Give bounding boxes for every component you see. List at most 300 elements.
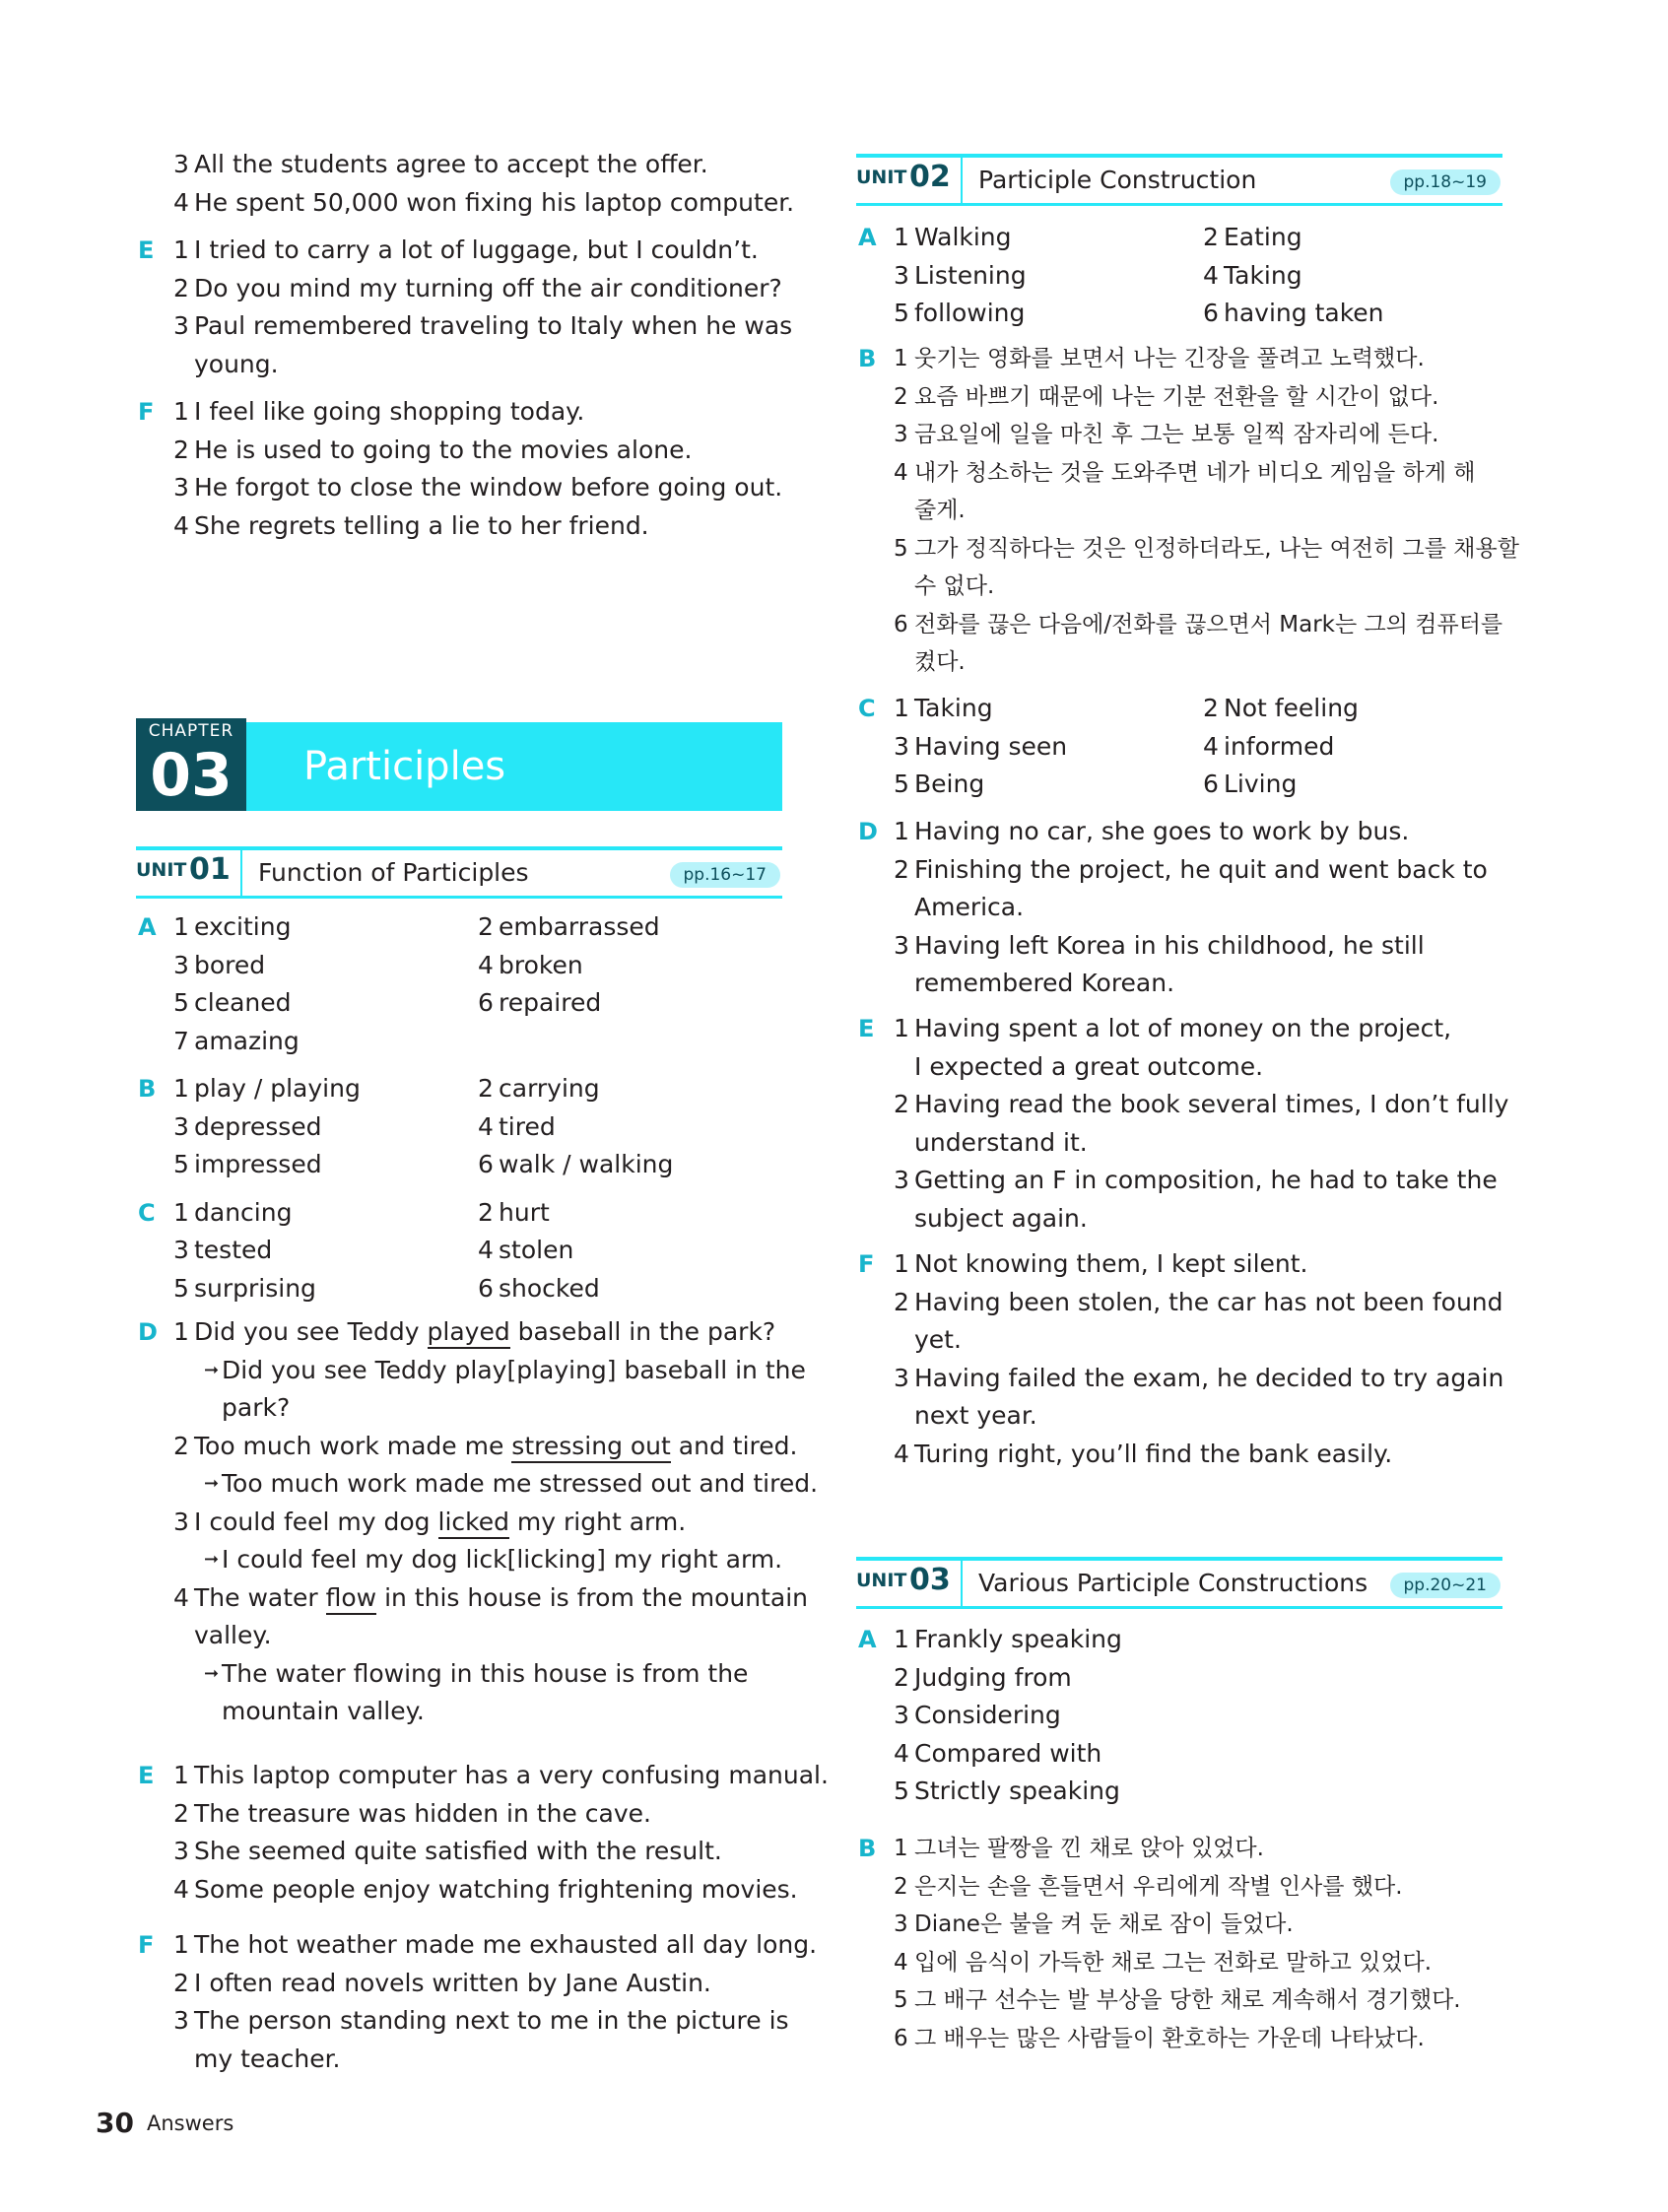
sentence-after: my right arm. xyxy=(508,1507,687,1536)
section-letter: B xyxy=(858,1835,877,1862)
item-text: Living xyxy=(1224,770,1298,798)
item-text: I feel like going shopping today. xyxy=(194,397,585,426)
answer-section xyxy=(856,813,1502,1003)
unit01-grid-answers xyxy=(136,908,786,1317)
item-text: 은지는 손을 흔들면서 우리에게 작별 인사를 했다. xyxy=(914,1873,1403,1900)
item-number: 6 xyxy=(478,1150,494,1178)
corrected-sentence xyxy=(136,1655,786,1694)
unit-number: 03 xyxy=(909,1563,951,1597)
answer-section xyxy=(136,1757,829,1909)
answer-item xyxy=(856,1010,1502,1048)
corrected-sentence-continued xyxy=(136,1693,786,1731)
item-number: 3 xyxy=(173,150,189,178)
answer-item xyxy=(136,393,786,432)
grid-row xyxy=(136,947,786,985)
sentence-before: The water xyxy=(194,1582,326,1612)
unit02-section-d xyxy=(856,813,1502,1003)
item-text: She seemed quite satisfied with the result. xyxy=(194,1837,722,1865)
item-text: following xyxy=(914,299,1026,327)
answer-item xyxy=(856,1697,1502,1735)
answer-item xyxy=(856,530,1519,569)
item-text: broken xyxy=(499,950,583,979)
section-letter: C xyxy=(858,695,876,722)
original-sentence xyxy=(194,1313,775,1352)
answer-item xyxy=(856,454,1502,493)
item-text: shocked xyxy=(499,1273,600,1303)
chapter-banner xyxy=(136,718,782,811)
item-number: 3 xyxy=(173,2006,189,2035)
item-text: 그 배우는 많은 사람들이 환호하는 가운데 나타났다. xyxy=(914,2025,1425,2051)
item-number: 2 xyxy=(173,1968,189,1997)
answer-section xyxy=(856,340,1519,682)
answer-section xyxy=(856,1010,1509,1238)
item-text: cleaned xyxy=(194,988,292,1017)
answer-item xyxy=(856,340,1502,378)
item-text-continued: young. xyxy=(194,349,279,378)
answer-item xyxy=(136,1833,786,1871)
original-sentence xyxy=(194,1579,808,1618)
unit01-section-f xyxy=(136,1926,818,2078)
item-text: Not feeling xyxy=(1224,694,1359,722)
item-text: Finishing the project, he quit and went back to xyxy=(914,854,1488,884)
item-text: She regrets telling a lie to her friend. xyxy=(194,510,649,540)
original-sentence xyxy=(194,1504,686,1542)
item-text: Do you mind my turning off the air conditioner? xyxy=(194,273,782,302)
item-number: 1 xyxy=(894,1836,908,1861)
item-number: 2 xyxy=(894,1287,909,1316)
answer-item xyxy=(136,1926,818,1965)
item-number: 1 xyxy=(173,912,189,941)
item-number: 4 xyxy=(894,1738,909,1768)
item-number: 4 xyxy=(478,1111,494,1141)
underlined-error: licked xyxy=(438,1508,509,1539)
sentence-after: and tired. xyxy=(670,1431,798,1460)
original-sentence xyxy=(194,1428,797,1466)
item-number: 3 xyxy=(894,260,909,290)
item-text: bored xyxy=(194,950,266,979)
item-number: 2 xyxy=(478,912,494,941)
unit02-section-e xyxy=(856,1010,1509,1238)
answer-item xyxy=(136,270,786,308)
unit-number: 01 xyxy=(189,852,231,887)
answer-grid xyxy=(856,690,1502,804)
answer-item xyxy=(856,1944,1502,1982)
grid-row xyxy=(856,690,1502,728)
unit-word: UNIT xyxy=(856,1570,907,1591)
answer-item xyxy=(136,1871,798,1910)
unit-title: Various Participle Constructions xyxy=(978,1569,1368,1597)
item-number: 5 xyxy=(894,299,909,327)
item-number: 1 xyxy=(894,817,909,845)
item-text: 요즘 바쁘기 때문에 나는 기분 전환을 할 시간이 없다. xyxy=(914,383,1439,410)
item-number: 2 xyxy=(478,1197,494,1227)
item-number: 3 xyxy=(173,1837,189,1865)
item-text: Compared with xyxy=(914,1738,1102,1768)
chapter-label: CHAPTER xyxy=(148,721,234,741)
item-text: Having failed the exam, he decided to try again xyxy=(914,1363,1504,1392)
sentence-before: I could feel my dog xyxy=(194,1507,438,1536)
grid-row xyxy=(136,908,786,947)
item-number: 6 xyxy=(1203,770,1219,798)
unit02-section-a xyxy=(856,219,1502,333)
item-text: Strictly speaking xyxy=(914,1776,1120,1805)
item-text-continued: 켰다. xyxy=(914,649,966,675)
item-number: 3 xyxy=(894,1363,909,1392)
item-text: Having read the book several times, I don’t fully xyxy=(914,1090,1509,1118)
answer-item xyxy=(856,1162,1502,1200)
item-number: 1 xyxy=(894,1625,909,1653)
item-text-continued: 줄게. xyxy=(914,498,966,523)
unit01-section-e xyxy=(136,1757,829,1909)
section-letter: C xyxy=(138,1198,156,1227)
item-number: 4 xyxy=(1203,260,1219,290)
item-number: 3 xyxy=(894,731,909,761)
unit-title: Function of Participles xyxy=(258,858,529,887)
item-number: 3 xyxy=(173,1507,189,1536)
item-text-continued: understand it. xyxy=(914,1127,1088,1157)
item-text: He is used to going to the movies alone. xyxy=(194,435,693,464)
answer-item xyxy=(856,1981,1502,2020)
section-letter: E xyxy=(138,236,155,264)
arrow-icon: ➞ xyxy=(204,1549,220,1570)
item-text: repaired xyxy=(499,988,602,1017)
answer-item xyxy=(136,184,795,223)
answer-item xyxy=(856,1906,1502,1944)
grid-row xyxy=(856,257,1502,296)
item-text: tested xyxy=(194,1236,273,1264)
answer-item xyxy=(856,1245,1502,1284)
unit-divider xyxy=(961,158,963,203)
unit02-section-b xyxy=(856,340,1519,682)
grid-row xyxy=(856,219,1502,257)
item-text: Having left Korea in his childhood, he still xyxy=(914,930,1425,960)
answer-item xyxy=(136,1757,829,1795)
item-number: 2 xyxy=(894,1090,909,1118)
unit-pages-badge: pp.18~19 xyxy=(1390,169,1501,195)
item-text: The hot weather made me exhausted all day long. xyxy=(194,1930,818,1959)
item-number: 6 xyxy=(1203,299,1219,327)
item-number: 3 xyxy=(173,1111,189,1141)
answer-section xyxy=(136,1313,819,1731)
item-text: 전화를 끊은 다음에/전화를 끊으면서 Mark는 그의 컴퓨터를 xyxy=(914,611,1503,637)
answer-item xyxy=(136,432,786,470)
chapter-number-box xyxy=(136,718,246,811)
item-number: 1 xyxy=(173,1197,189,1227)
item-text: hurt xyxy=(499,1197,550,1227)
page-number: 30 xyxy=(96,2107,134,2139)
item-number: 1 xyxy=(173,1317,189,1346)
item-text: exciting xyxy=(194,912,292,941)
answer-item xyxy=(856,927,1502,966)
answer-item xyxy=(856,1659,1502,1698)
answer-grid xyxy=(856,219,1502,333)
answer-section xyxy=(136,146,795,222)
sentence-after: in this house is from the mountain xyxy=(376,1582,808,1612)
item-text-continued: my teacher. xyxy=(194,2044,341,2073)
unit-word: UNIT xyxy=(856,167,907,188)
item-number: 2 xyxy=(1203,694,1219,722)
correction-item xyxy=(136,1579,808,1618)
left-top-answers xyxy=(136,146,795,555)
answer-item xyxy=(856,1436,1502,1474)
answer-item xyxy=(856,1086,1509,1124)
section-letter: D xyxy=(138,1318,158,1346)
item-number: 3 xyxy=(894,930,909,960)
item-text: Listening xyxy=(914,260,1027,290)
sentence-continued: valley. xyxy=(194,1621,272,1649)
item-text-continued: I expected a great outcome. xyxy=(914,1051,1264,1081)
item-text: stolen xyxy=(499,1236,574,1264)
item-text: Having spent a lot of money on the project, xyxy=(914,1014,1452,1042)
answer-item xyxy=(856,1830,1502,1868)
answer-item xyxy=(856,1284,1502,1322)
grid-row xyxy=(136,1023,786,1061)
item-number: 2 xyxy=(173,1431,189,1460)
answer-item-continued xyxy=(856,1321,1502,1360)
answer-item xyxy=(856,2020,1502,2058)
item-number: 4 xyxy=(478,1236,494,1264)
section-letter: A xyxy=(858,224,877,251)
item-text: 그 배구 선수는 발 부상을 당한 채로 계속해서 경기했다. xyxy=(914,1987,1461,2013)
unit02-section-f xyxy=(856,1245,1502,1473)
item-text-continued: America. xyxy=(914,893,1025,921)
item-text: 그가 정직하다는 것은 인정하더라도, 나는 여전히 그를 채용할 xyxy=(914,535,1519,562)
item-number: 6 xyxy=(894,611,908,637)
section-letter: A xyxy=(858,1626,877,1653)
item-text: This laptop computer has a very confusing manual. xyxy=(194,1761,829,1789)
item-text: Diane은 불을 켜 둔 채로 잠이 들었다. xyxy=(914,1911,1294,1937)
item-number: 1 xyxy=(173,235,189,264)
item-text: play / playing xyxy=(194,1074,361,1103)
corrected-sentence-continued xyxy=(136,1389,786,1428)
grid-row xyxy=(856,728,1502,767)
answer-item-continued xyxy=(856,568,1502,606)
answer-item xyxy=(856,1868,1502,1907)
underlined-error: flow xyxy=(326,1583,377,1615)
answer-item xyxy=(856,813,1502,851)
item-number: 4 xyxy=(173,187,189,217)
underlined-error: played xyxy=(428,1317,510,1349)
item-text-continued: remembered Korean. xyxy=(914,969,1175,997)
item-text: Getting an F in composition, he had to take the xyxy=(914,1166,1498,1194)
item-number: 4 xyxy=(894,1439,909,1468)
item-number: 1 xyxy=(894,223,909,251)
section-letter: B xyxy=(858,345,877,372)
item-text-continued: subject again. xyxy=(914,1203,1088,1233)
answer-item xyxy=(856,851,1502,890)
item-number: 3 xyxy=(173,473,189,502)
unit-pages-badge: pp.16~17 xyxy=(670,862,781,888)
item-number: 2 xyxy=(894,1662,909,1692)
item-text: Considering xyxy=(914,1701,1061,1729)
unit-word: UNIT xyxy=(136,859,187,881)
unit-pages-badge: pp.20~21 xyxy=(1390,1573,1501,1598)
item-number: 2 xyxy=(894,383,908,410)
section-letter: F xyxy=(138,398,155,426)
correction-item xyxy=(136,1504,786,1542)
answer-grid xyxy=(136,908,786,1060)
answer-item xyxy=(856,1735,1502,1774)
corrected-sentence xyxy=(136,1541,786,1579)
item-number: 4 xyxy=(173,510,189,540)
item-number: 3 xyxy=(894,1166,909,1194)
grid-row xyxy=(856,766,1502,804)
item-number: 6 xyxy=(894,2025,908,2051)
item-text: 웃기는 영화를 보면서 나는 긴장을 풀려고 노력했다. xyxy=(914,346,1425,371)
arrow-icon: ➞ xyxy=(204,1662,220,1684)
section-letter: E xyxy=(138,1762,155,1789)
grid-row xyxy=(136,1270,786,1308)
answer-item-continued xyxy=(856,1397,1502,1436)
item-text: Having seen xyxy=(914,731,1068,761)
item-text: 금요일에 일을 마친 후 그는 보통 일찍 잠자리에 든다. xyxy=(914,422,1439,447)
answer-item-continued xyxy=(856,643,1502,682)
item-number: 1 xyxy=(173,1074,189,1103)
item-text: Walking xyxy=(914,223,1012,251)
section-letter: F xyxy=(138,1931,155,1959)
item-number: 3 xyxy=(173,1236,189,1264)
answer-item-continued xyxy=(856,1048,1502,1087)
answer-item xyxy=(136,2002,789,2041)
answer-section xyxy=(856,1621,1502,1811)
answer-item xyxy=(136,146,786,184)
item-text: 내가 청소하는 것을 도와주면 네가 비디오 게임을 하게 해 xyxy=(914,459,1476,486)
item-text: Frankly speaking xyxy=(914,1625,1122,1653)
item-number: 6 xyxy=(478,1273,494,1303)
grid-row xyxy=(136,1070,786,1108)
answer-item xyxy=(136,469,786,507)
answer-item xyxy=(856,378,1502,417)
item-text: The treasure was hidden in the cave. xyxy=(194,1798,651,1828)
footer-label: Answers xyxy=(147,2111,234,2135)
item-number: 4 xyxy=(894,1949,908,1976)
correction-item-continued xyxy=(136,1617,786,1655)
answer-item xyxy=(856,1773,1502,1811)
answer-item xyxy=(856,1360,1502,1398)
answer-grid xyxy=(136,1070,786,1184)
item-number: 2 xyxy=(173,435,189,464)
answer-item xyxy=(136,507,786,546)
answer-item-continued xyxy=(136,346,786,384)
item-text: Turing right, you’ll find the bank easily. xyxy=(914,1439,1393,1468)
item-number: 3 xyxy=(894,1911,908,1937)
grid-row xyxy=(136,1108,786,1147)
grid-row xyxy=(136,1146,786,1184)
correction-item xyxy=(136,1428,798,1466)
answer-section xyxy=(856,1245,1502,1473)
item-number: 1 xyxy=(894,346,908,371)
unit-title: Participle Construction xyxy=(978,166,1257,194)
answer-item xyxy=(856,1621,1502,1659)
corrected-text-continued: park? xyxy=(222,1393,291,1422)
item-text: embarrassed xyxy=(499,912,660,941)
unit02-header xyxy=(856,154,1502,206)
corrected-sentence xyxy=(136,1352,806,1390)
item-text: Taking xyxy=(1224,260,1302,290)
correction-item xyxy=(136,1313,786,1352)
corrected-text-continued: mountain valley. xyxy=(222,1697,425,1725)
item-text: I tried to carry a lot of luggage, but I couldn’t. xyxy=(194,235,759,264)
item-number: 2 xyxy=(173,273,189,302)
section-letter: F xyxy=(858,1250,875,1278)
item-number: 3 xyxy=(173,311,189,340)
section-letter: D xyxy=(858,818,878,845)
corrected-text: Did you see Teddy play[playing] baseball in the xyxy=(222,1355,806,1384)
corrected-sentence xyxy=(136,1465,819,1504)
item-number: 7 xyxy=(173,1026,189,1055)
item-number: 5 xyxy=(173,988,189,1017)
item-text: having taken xyxy=(1224,299,1384,327)
unit01-section-d xyxy=(136,1313,819,1731)
item-number: 4 xyxy=(478,950,494,979)
item-number: 3 xyxy=(894,1701,909,1729)
item-number: 1 xyxy=(173,1930,189,1959)
item-number: 2 xyxy=(478,1074,494,1103)
underlined-error: stressing out xyxy=(511,1432,671,1463)
answer-item-continued xyxy=(856,492,1502,530)
answer-item xyxy=(136,307,793,346)
item-number: 2 xyxy=(894,854,909,884)
answer-item-continued xyxy=(856,1124,1502,1163)
item-number: 5 xyxy=(894,1776,909,1805)
answer-section xyxy=(136,393,786,545)
item-number: 2 xyxy=(1203,223,1219,251)
item-text: depressed xyxy=(194,1111,322,1141)
item-text-continued: 수 없다. xyxy=(914,573,995,599)
item-text: dancing xyxy=(194,1197,293,1227)
item-text: He spent 50,000 won fixing his laptop computer. xyxy=(194,187,795,217)
answer-item-continued xyxy=(856,889,1502,927)
item-number: 5 xyxy=(173,1273,189,1303)
answer-section xyxy=(136,1926,818,2078)
item-text: Not knowing them, I kept silent. xyxy=(914,1249,1308,1278)
section-letter: A xyxy=(138,913,157,941)
unit02-section-c xyxy=(856,690,1502,804)
answer-item-continued xyxy=(136,2041,786,2079)
unit03-section-b xyxy=(856,1830,1502,2057)
item-text: I often read novels written by Jane Austin. xyxy=(194,1968,711,1997)
sentence-before: Too much work made me xyxy=(194,1431,512,1460)
grid-row xyxy=(136,1232,786,1270)
item-number: 4 xyxy=(173,1874,189,1904)
item-number: 2 xyxy=(894,1873,908,1900)
unit-number: 02 xyxy=(909,160,951,194)
item-text: walk / walking xyxy=(499,1150,674,1178)
item-number: 3 xyxy=(894,422,908,447)
item-number: 4 xyxy=(894,459,908,486)
item-text: He forgot to close the window before going out. xyxy=(194,473,783,502)
item-text: 그녀는 팔짱을 낀 채로 앉아 있었다. xyxy=(914,1836,1264,1861)
unit-divider xyxy=(961,1561,963,1606)
section-letter: E xyxy=(858,1015,875,1042)
answer-item xyxy=(856,606,1502,644)
item-text: All the students agree to accept the offer. xyxy=(194,150,708,178)
item-text: informed xyxy=(1224,731,1335,761)
chapter-number: 03 xyxy=(150,741,233,810)
unit-divider xyxy=(240,850,242,896)
answer-grid xyxy=(136,1194,786,1308)
corrected-text: The water flowing in this house is from the xyxy=(222,1658,749,1688)
answer-item-continued xyxy=(856,965,1502,1003)
arrow-icon: ➞ xyxy=(204,1473,220,1494)
item-text: Being xyxy=(914,770,985,798)
item-text: The person standing next to me in the picture is xyxy=(194,2006,789,2035)
corrected-text: I could feel my dog lick[licking] my right arm. xyxy=(222,1545,783,1574)
section-letter: B xyxy=(138,1075,157,1103)
item-number: 2 xyxy=(173,1798,189,1828)
item-text: impressed xyxy=(194,1150,322,1178)
answer-item xyxy=(136,232,786,270)
